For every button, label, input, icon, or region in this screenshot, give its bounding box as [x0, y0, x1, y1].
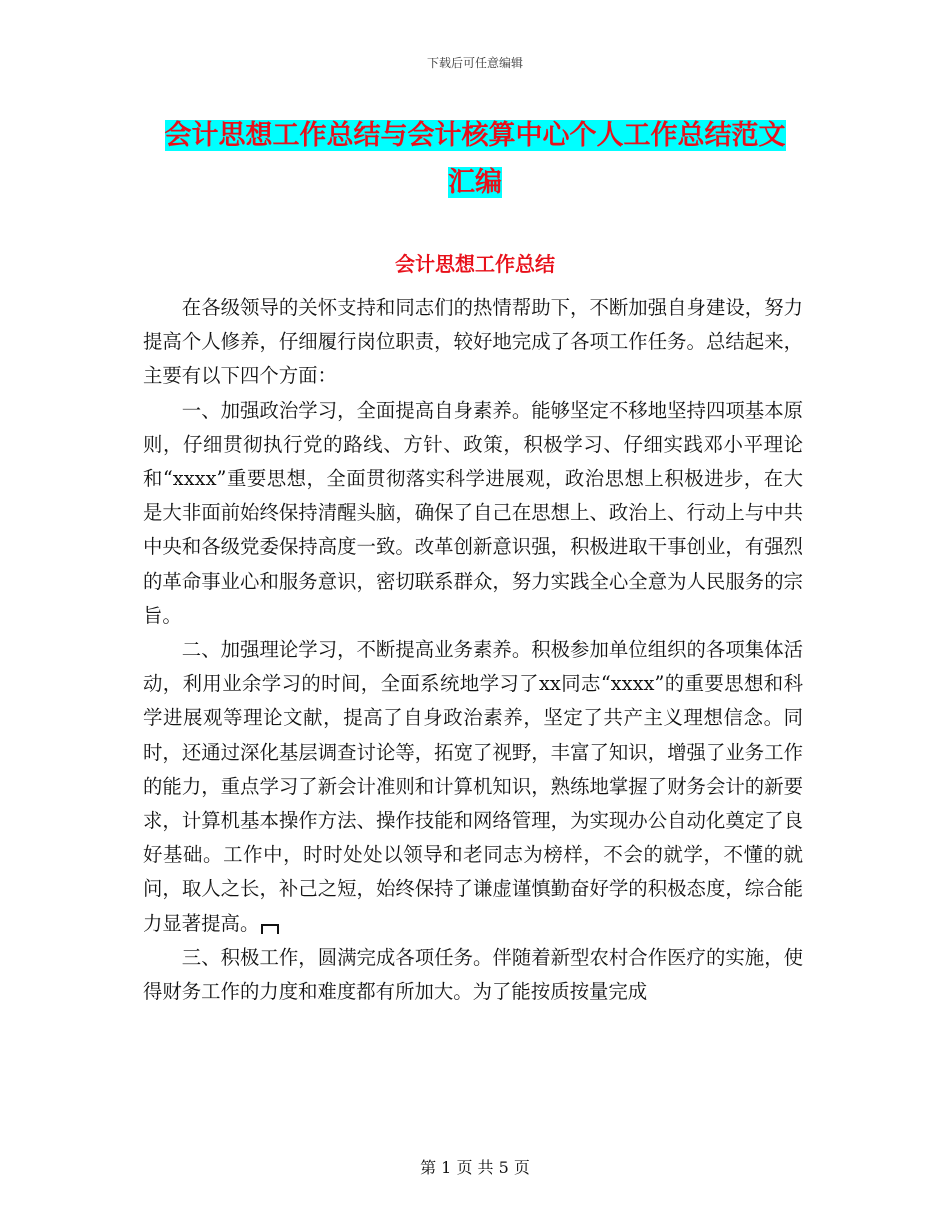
document-title-line-1: 会计思想工作总结与会计核算中心个人工作总结范文: [164, 120, 786, 151]
editing-mark-icon: [261, 924, 279, 934]
page-number: 第 1 页 共 5 页: [420, 1158, 530, 1177]
document-title: [140, 112, 810, 206]
section-title: 会计思想工作总结: [395, 252, 555, 276]
paragraph-work-tasks: 三、积极工作，圆满完成各项任务。伴随着新型农村合作医疗的实施，使得财务工作的力度和难度都有所加大。为了能按质按量完成: [143, 945, 803, 1004]
document-body: [143, 291, 803, 1009]
paragraph-theory-study: [143, 633, 803, 941]
paragraph-intro: 在各级领导的关怀支持和同志们的热情帮助下，不断加强自身建设，努力提高个人修养，仔细履行岗位职责，较好地完成了各项工作任务。总结起来，主要有以下四个方面：: [143, 296, 803, 388]
page-header-note: 下载后可任意编辑: [426, 56, 523, 70]
document-title-line-2: 汇编: [448, 167, 502, 198]
paragraph-political-study: 一、加强政治学习，全面提高自身素养。能够坚定不移地坚持四项基本原则，仔细贯彻执行党的路线、方针、政策，积极学习、仔细实践邓小平理论和“xxxx”重要思想，全面贯彻落实科学进展观，政治思想上积极进步，在大是大非面前始终保持清醒头脑，确保了自己在思想上、政治上、行动上与中共中央和各级党委保持高度一致。改革创新意识强，积极进取干事创业，有强烈的革命事业心和服务意识，密切联系群众，努力实践全心全意为人民服务的宗旨。: [143, 398, 803, 627]
paragraph-theory-study-text: 二、加强理论学习，不断提高业务素养。积极参加单位组织的各项集体活动，利用业余学习的时间，全面系统地学习了xx同志“xxxx”的重要思想和科学进展观等理论文献，提高了自身政治素养，坚定了共产主义理想信念。同时，还通过深化基层调查讨论等，拓宽了视野，丰富了知识，增强了业务工作的能力，重点学习了新会计准则和计算机知识，熟练地掌握了财务会计的新要求，计算机基本操作方法、操作技能和网络管理，为实现办公自动化奠定了良好基础。工作中，时时处处以领导和老同志为榜样，不会的就学，不懂的就问，取人之长，补己之短，始终保持了谦虚谨慎勤奋好学的积极态度，综合能力显著提高。: [143, 638, 803, 935]
